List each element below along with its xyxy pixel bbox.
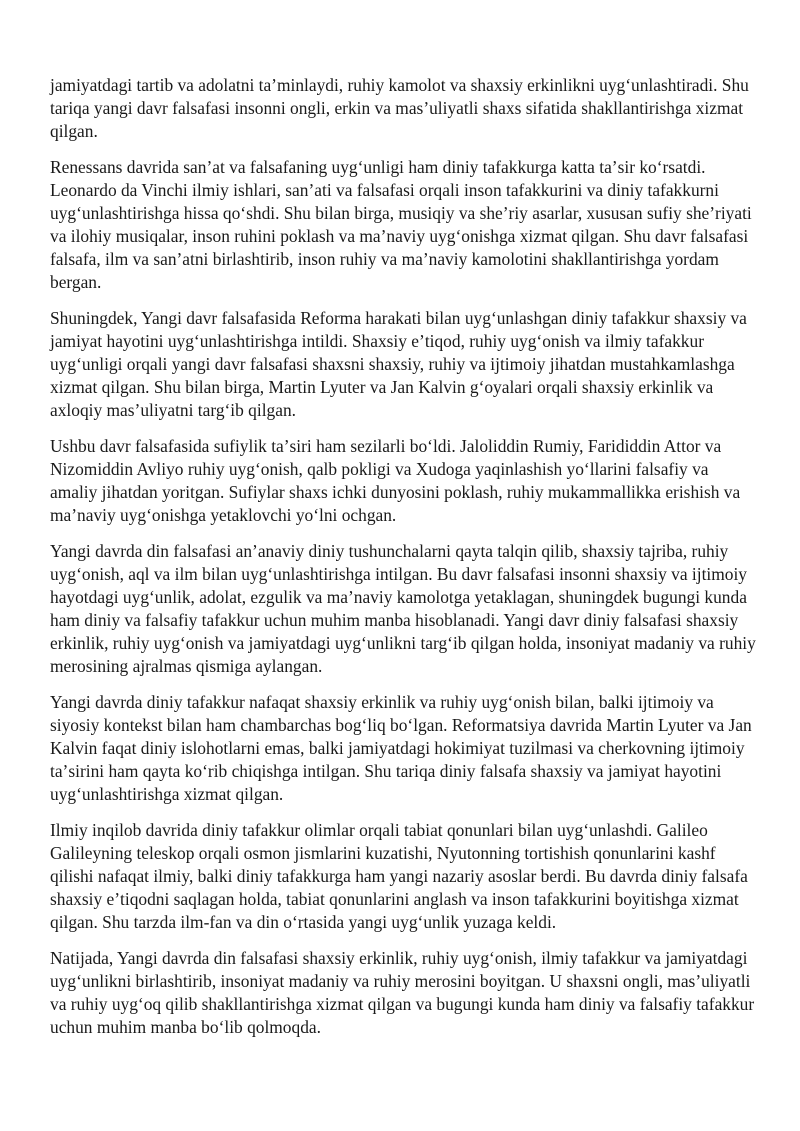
- paragraph-3: Shuningdek, Yangi davr falsafasida Reforma harakati bilan uygʻunlashgan diniy tafakkur shaxsiy va jamiyat hayotini uygʻunlashtirishga intildi. Shaxsiy eʼtiqod, ruhiy uygʻonish va ilmiy tafakkur uygʻunligi orqali yangi davr falsafasi shaxsni shaxsiy, ruhiy va ijtimoiy jihatdan mustahkamlashga xizmat qilgan. Shu bilan birga, Martin Lyuter va Jan Kalvin gʻoyalari orqali shaxsiy erkinlik va axloqiy masʼuliyatni targʻib qilgan.: [50, 308, 747, 420]
- paragraph-1: jamiyatdagi tartib va adolatni taʼminlaydi, ruhiy kamolot va shaxsiy erkinlikni uygʻunlashtiradi. Shu tariqa yangi davr falsafasi insonni ongli, erkin va masʼuliyatli shaxs sifatida shakllantirishga xizmat qilgan.: [50, 75, 749, 141]
- paragraph-5: Yangi davrda din falsafasi anʼanaviy diniy tushunchalarni qayta talqin qilib, shaxsiy tajriba, ruhiy uygʻonish, aql va ilm bilan uygʻunlashtirishga intilgan. Bu davr falsafasi insonni shaxsiy va ijtimoiy hayotdagi uygʻunlik, adolat, ezgulik va maʼnaviy kamolotga yetaklagan, shuningdek bugungi kunda ham diniy va falsafiy tafakkur uchun muhim manba hisoblanadi. Yangi davr diniy falsafasi shaxsiy erkinlik, ruhiy uygʻonish va jamiyatdagi uygʻunlikni targʻib qilgan holda, insoniyat madaniy va ruhiy merosining ajralmas qismiga aylangan.: [50, 541, 756, 676]
- document-page: [50, 74, 756, 1052]
- paragraph-7: Ilmiy inqilob davrida diniy tafakkur olimlar orqali tabiat qonunlari bilan uygʻunlashdi. Galileo Galileyning teleskop orqali osmon jismlarini kuzatishi, Nyutonning tortishish qonunlarini kashf qilishi nafaqat ilmiy, balki diniy tafakkurga ham yangi nazariy asoslar berdi. Bu davrda diniy falsafa shaxsiy eʼtiqodni saqlagan holda, tabiat qonunlarini anglash va inson tafakkurini boyitishga xizmat qilgan. Shu tarzda ilm-fan va din oʻrtasida yangi uygʻunlik yuzaga keldi.: [50, 820, 748, 932]
- paragraph-8: Natijada, Yangi davrda din falsafasi shaxsiy erkinlik, ruhiy uygʻonish, ilmiy tafakkur va jamiyatdagi uygʻunlikni birlashtirib, insoniyat madaniy va ruhiy merosini boyitgan. U shaxsni ongli, masʼuliyatli va ruhiy uygʻoq qilib shakllantirishga xizmat qilgan va bugungi kunda ham diniy va falsafiy tafakkur uchun muhim manba boʻlib qolmoqda.: [50, 948, 755, 1037]
- paragraph-4: Ushbu davr falsafasida sufiylik taʼsiri ham sezilarli boʻldi. Jaloliddin Rumiy, Farididdin Attor va Nizomiddin Avliyo ruhiy uygʻonish, qalb pokligi va Xudoga yaqinlashish yoʻllarini falsafiy va amaliy jihatdan yoritgan. Sufiylar shaxs ichki dunyosini poklash, ruhiy mukammallikka erishish va maʼnaviy uygʻonishga yetaklovchi yoʻlni ochgan.: [50, 436, 741, 525]
- paragraph-2: Renessans davrida sanʼat va falsafaning uygʻunligi ham diniy tafakkurga katta taʼsir koʻrsatdi. Leonardo da Vinchi ilmiy ishlari, sanʼati va falsafasi orqali inson tafakkurini va diniy tafakkurni uygʻunlashtirishga hissa qoʻshdi. Shu bilan birga, musiqiy va sheʼriy asarlar, xususan sufiy sheʼriyati va ilohiy musiqalar, inson ruhini poklash va maʼnaviy uygʻonishga xizmat qilgan. Shu davr falsafasi falsafa, ilm va sanʼatni birlashtirib, inson ruhiy va maʼnaviy kamolotini shakllantirishga yordam bergan.: [50, 157, 752, 292]
- paragraph-6: Yangi davrda diniy tafakkur nafaqat shaxsiy erkinlik va ruhiy uygʻonish bilan, balki ijtimoiy va siyosiy kontekst bilan ham chambarchas bogʻliq boʻlgan. Reformatsiya davrida Martin Lyuter va Jan Kalvin faqat diniy islohotlarni emas, balki jamiyatdagi hokimiyat tuzilmasi va cherkovning ijtimoiy taʼsirini ham qayta koʻrib chiqishga intilgan. Shu tariqa diniy falsafa shaxsiy va jamiyat hayotini uygʻunlashtirishga xizmat qilgan.: [50, 692, 752, 804]
